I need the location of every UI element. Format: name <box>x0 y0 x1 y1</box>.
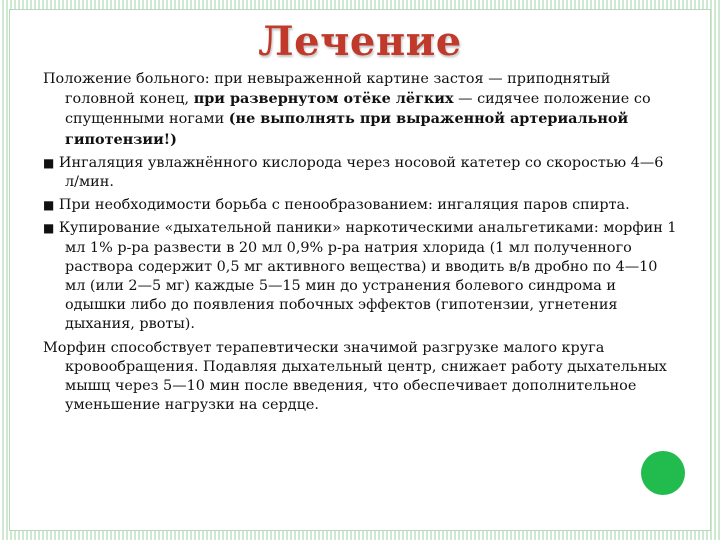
bullet-text-morphine: Купирование «дыхательной паники» наркотическими анальгетиками: морфин 1 мл 1% р-ра развести в 20 мл 0,9% р-ра натрия хлорида (1 мл полученного раствора содержит 0,5 мг активного вещества) и вводить в/в дробно по 4—10 мл (или 2—5 мг) каждые 5—15 мин до устранения болевого синдрома и одышки либо до появления побочных эффектов (гипотензии, угнетения дыхания, рвоты). <box>58 220 677 333</box>
green-circle-decoration <box>641 451 685 495</box>
slide-title: Лечение <box>258 18 462 65</box>
position-bold-warning: (не выполнять при выраженной артериальной гипотензии!) <box>65 110 629 148</box>
bullet-text-foam: При необходимости борьба с пенообразованием: ингаляция паров спирта. <box>58 197 630 214</box>
bullet-square-icon: ■ <box>43 198 55 213</box>
bullet-square-icon: ■ <box>43 221 55 236</box>
bullet-square-icon: ■ <box>43 155 55 170</box>
bullet-text-oxygen: Ингаляция увлажнённого кислорода через носовой катетер со скоростью 4—6 л/мин. <box>58 154 664 191</box>
position-text: Положение больного: при невыраженной картине застоя — приподнятый головной конец, <box>43 71 611 108</box>
morphine-effect-text: Морфин способствует терапевтически значимой разгрузке малого круга кровообращения. Подавляя дыхательный центр, снижает работу дыхательных мышц через 5—10 мин после введения, что обеспечивает дополнительное уменьшение нагрузки на сердце. <box>43 339 667 414</box>
slide-body <box>43 70 679 419</box>
position-bold-edema: при развернутом отёке лёгких <box>193 90 454 108</box>
bullet-item-oxygen <box>43 154 679 192</box>
bullet-item-foam <box>43 196 679 215</box>
bullet-item-morphine <box>43 219 679 334</box>
paragraph-morphine-effect <box>43 339 679 416</box>
paragraph-position <box>43 70 679 150</box>
position-text-sitting: — сидячее положение со спущенными ногами <box>65 91 651 128</box>
